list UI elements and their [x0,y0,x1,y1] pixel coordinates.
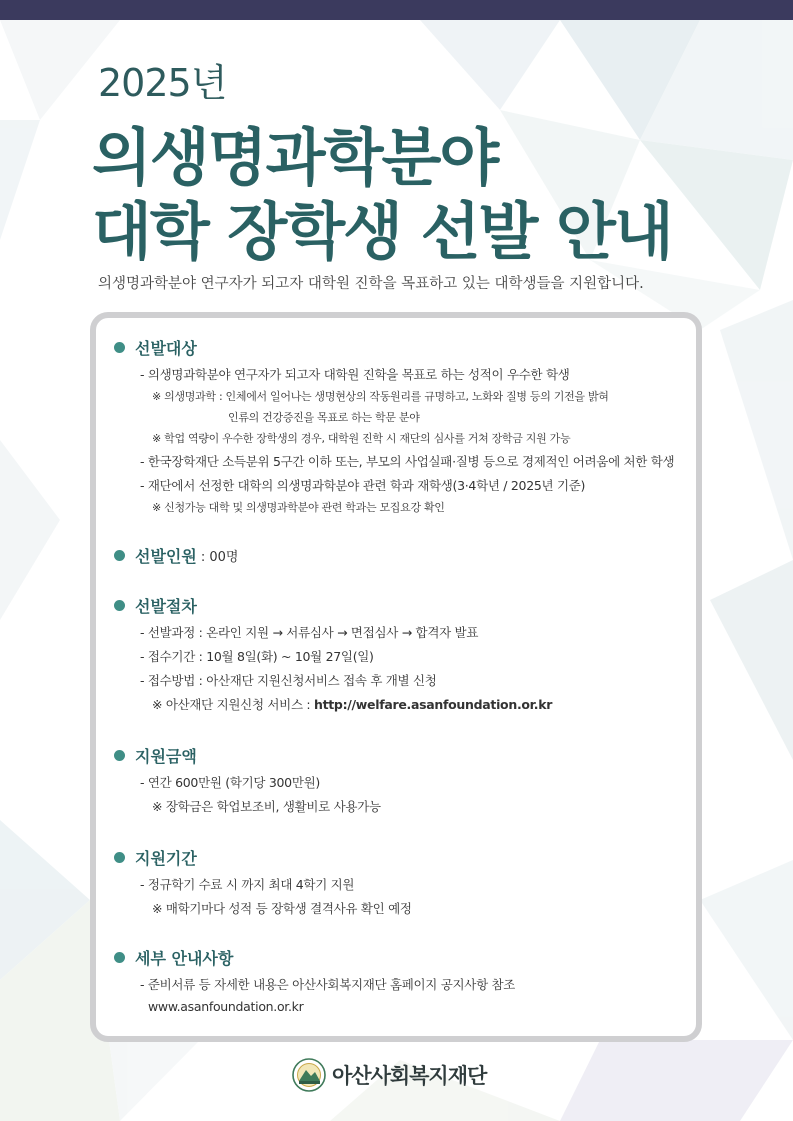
procedure-note [114,695,694,713]
amount-line-1: - 연간 600만원 (학기당 300만원) [140,775,320,790]
page-subtitle: 의생명과학분야 연구자가 되고자 대학원 진학을 목표하고 있는 대학생들을 지원합니다. [98,276,644,292]
section-procedure [114,594,694,713]
footer-org-name: 아산사회복지재단 [332,1064,487,1088]
target-line-3: - 재단에서 선정한 대학의 의생명과학분야 관련 학과 재학생(3·4학년 / 2025년 기준) [140,478,586,493]
details-line-1: - 준비서류 등 자세한 내용은 아산사회복지재단 홈페이지 공지사항 참조 [140,977,516,992]
section-target [114,336,694,515]
section-heading: 지원금액 [135,747,197,766]
section-heading: 선발대상 [135,339,197,358]
info-card [90,312,702,1042]
procedure-line-1: - 선발과정 : 온라인 지원 → 서류심사 → 면접심사 → 합격자 발표 [140,625,479,640]
year-label: 2025년 [98,61,227,105]
period-line-1: - 정규학기 수료 시 까지 최대 4학기 지원 [140,877,355,892]
section-heading: 지원기간 [135,849,197,868]
section-heading: 선발인원 [135,547,197,566]
asan-foundation-emblem-icon [292,1058,326,1092]
section-details [114,946,694,1014]
page-title-line-1: 의생명과학분야 [92,121,498,194]
section-heading: 세부 안내사항 [135,949,234,968]
target-note-3: ※ 신청가능 대학 및 의생명과학분야 관련 학과는 모집요강 확인 [152,501,445,514]
section-heading: 선발절차 [135,597,197,616]
application-url-link[interactable]: http://welfare.asanfoundation.or.kr [313,697,553,712]
homepage-url-link[interactable]: www.asanfoundation.or.kr [148,999,304,1014]
count-value: : 00명 [200,550,239,565]
bullet-dot-icon [114,550,125,561]
target-line-1: - 의생명과학분야 연구자가 되고자 대학원 진학을 목표로 하는 성적이 우수한 학생 [140,367,570,382]
target-note-2: ※ 학업 역량이 우수한 장학생의 경우, 대학원 진학 시 재단의 심사를 거쳐 장학금 지원 가능 [152,432,571,445]
amount-note-1: ※ 장학금은 학업보조비, 생활비로 사용가능 [152,799,381,814]
procedure-note-label: ※ 아산재단 지원신청 서비스 : [152,697,314,712]
bullet-dot-icon [114,600,125,611]
bullet-dot-icon [114,952,125,963]
procedure-line-3: - 접수방법 : 아산재단 지원신청서비스 접속 후 개별 신청 [140,673,437,688]
section-period [114,846,694,917]
procedure-line-2: - 접수기간 : 10월 8일(화) ~ 10월 27일(일) [140,649,374,664]
target-note-1: ※ 의생명과학 : 인체에서 일어나는 생명현상의 작동원리를 규명하고, 노화와 질병 등의 기전을 밝혀 [152,390,609,403]
target-line-2: - 한국장학재단 소득분위 5구간 이하 또는, 부모의 사업실패·질병 등으로 경제적인 어려움에 처한 학생 [140,454,675,469]
target-note-1b: 인류의 건강증진을 목표로 하는 학문 분야 [228,411,420,424]
bullet-dot-icon [114,852,125,863]
section-amount [114,744,694,815]
footer-brand [292,1058,486,1092]
bullet-dot-icon [114,750,125,761]
period-note-1: ※ 매학기마다 성적 등 장학생 결격사유 확인 예정 [152,901,412,916]
page-title-line-2: 대학 장학생 선발 안내 [92,195,672,268]
section-count [114,544,694,567]
bullet-dot-icon [114,342,125,353]
